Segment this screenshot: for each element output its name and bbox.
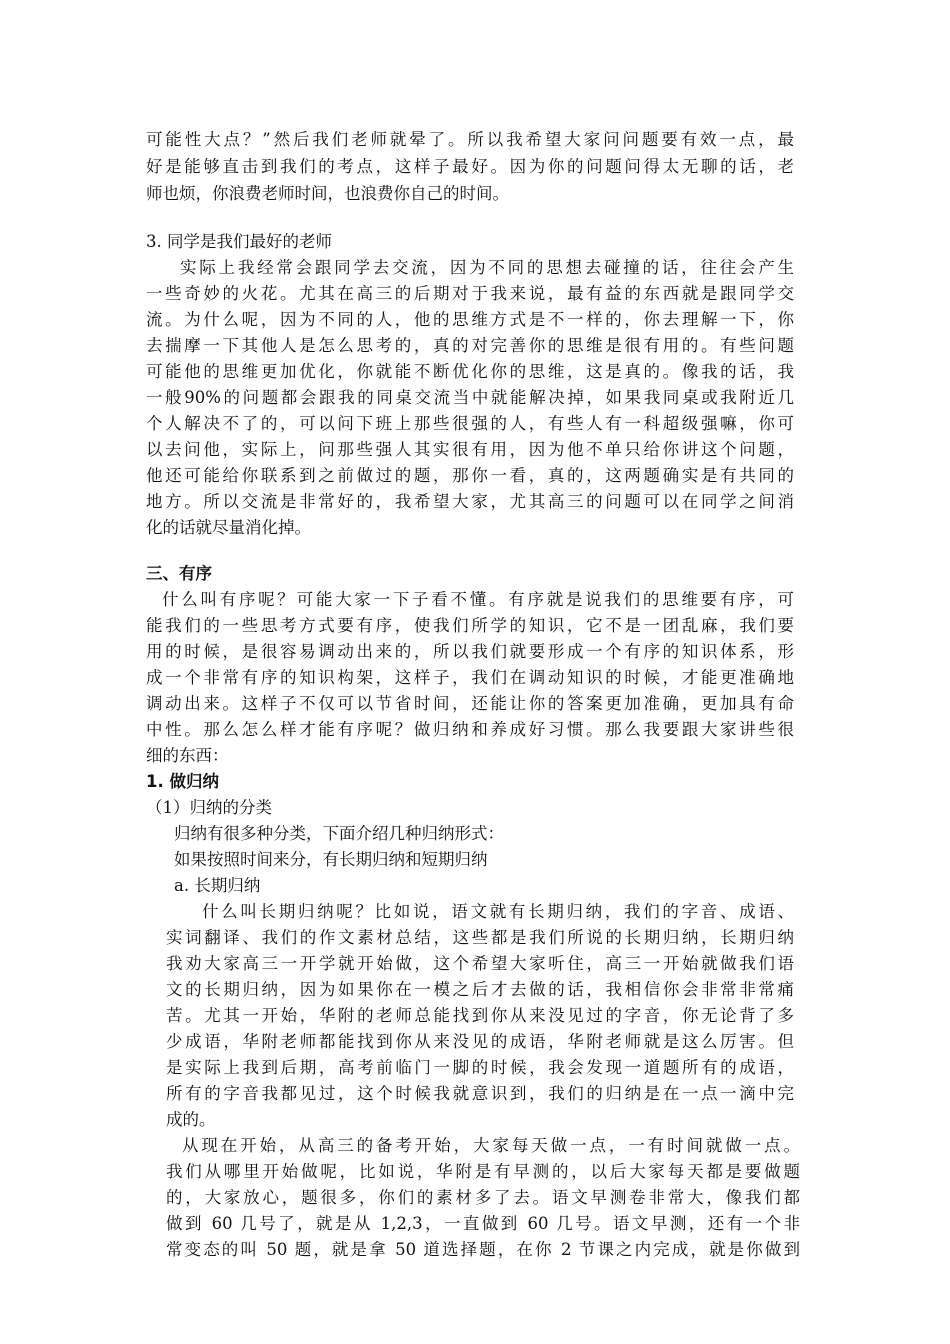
paragraph-line: 成一个非常有序的知识构架，这样子，我们在调动知识的时候，才能更准确地 bbox=[146, 668, 794, 687]
paragraph-line: 苦。尤其一开始，华附的老师总能找到你从来没见过的字音，你无论背了多 bbox=[166, 1006, 794, 1025]
paragraph-line: 师也烦，你浪费老师时间，也浪费你自己的时间。 bbox=[146, 184, 509, 203]
paragraph-line: 细的东西： bbox=[146, 746, 229, 765]
subsection-heading: 3. 同学是我们最好的老师 bbox=[146, 232, 332, 251]
section-heading: 三、有序 bbox=[146, 564, 212, 583]
paragraph-line: 的，大家放心，题很多，你们的素材多了去。语文早测卷非常大，像我们都 bbox=[166, 1188, 800, 1207]
paragraph-line: 个人解决不了的，可以问下班上那些很强的人，有些人有一科超级强嘛，你可 bbox=[146, 414, 794, 433]
paragraph-line: 能我们的一些思考方式要有序，使我们所学的知识，它不是一团乱麻，我们要 bbox=[146, 616, 794, 635]
paragraph-line: 可能性大点？”然后我们老师就晕了。所以我希望大家问问题要有效一点，最 bbox=[146, 130, 794, 149]
paragraph-line: 以去问他，实际上，问那些强人其实很有用，因为他不单只给你讲这个问题， bbox=[146, 440, 794, 459]
paragraph-line: 去揣摩一下其他人是怎么思考的，真的对完善你的思维是很有用的。有些问题 bbox=[146, 336, 794, 355]
paragraph-line: 归纳有很多种分类，下面介绍几种归纳形式： bbox=[174, 824, 504, 843]
paragraph-line: 实词翻译、我们的作文素材总结，这些都是我们所说的长期归纳，长期归纳 bbox=[166, 928, 794, 947]
paragraph-line: 成的。 bbox=[166, 1110, 216, 1129]
paragraph-line: 做到 60 几号了，就是从 1,2,3，一直做到 60 几号。语文早测，还有一个非 bbox=[166, 1214, 800, 1233]
paragraph-line: 中性。那么怎么样才能有序呢？做归纳和养成好习惯。那么我要跟大家讲些很 bbox=[146, 720, 794, 739]
paragraph-line: 我劝大家高三一开学就开始做，这个希望大家听住，高三一开始就做我们语 bbox=[166, 954, 794, 973]
paragraph-line: 常变态的叫 50 题，就是拿 50 道选择题，在你 2 节课之内完成，就是你做到 bbox=[166, 1240, 800, 1259]
paragraph-line: 一些奇妙的火花。尤其在高三的后期对于我来说，最有益的东西就是跟同学交 bbox=[146, 284, 794, 303]
paragraph-line: 如果按照时间来分，有长期归纳和短期归纳 bbox=[174, 850, 488, 869]
paragraph-line: 所有的字音我都见过，这个时候我就意识到，我们的归纳是在一点一滴中完 bbox=[166, 1084, 794, 1103]
paragraph-line: 用的时候，是很容易调动出来的，所以我们就要形成一个有序的知识体系，形 bbox=[146, 642, 794, 661]
subsection-heading: （1）归纳的分类 bbox=[146, 798, 272, 817]
paragraph-line: 他还可能给你联系到之前做过的题，那你一看，真的，这两题确实是有共同的 bbox=[146, 466, 794, 485]
paragraph-line: 地方。所以交流是非常好的，我希望大家，尤其高三的问题可以在同学之间消 bbox=[146, 492, 794, 511]
paragraph-line: 流。为什么呢，因为不同的人，他的思维方式是不一样的，你去理解一下，你 bbox=[146, 310, 794, 329]
paragraph-line: 什么叫长期归纳呢？比如说，语文就有长期归纳，我们的字音、成语、 bbox=[202, 902, 794, 921]
item-heading: a. 长期归纳 bbox=[174, 876, 261, 895]
paragraph-line: 好是能够直击到我们的考点，这样子最好。因为你的问题问得太无聊的话，老 bbox=[146, 157, 794, 176]
paragraph-line: 调动出来。这样子不仅可以节省时间，还能让你的答案更加准确，更加具有命 bbox=[146, 694, 794, 713]
paragraph-line: 什么叫有序呢？可能大家一下子看不懂。有序就是说我们的思维要有序，可 bbox=[162, 590, 794, 609]
paragraph-line: 可能他的思维更加优化，你就能不断优化你的思维，这是真的。像我的话，我 bbox=[146, 362, 794, 381]
paragraph-line: 少成语，华附老师都能找到你从来没见的成语，华附老师就是这么厉害。但 bbox=[166, 1032, 794, 1051]
method-heading: 1. 做归纳 bbox=[146, 772, 219, 791]
paragraph-line: 一般90%的问题都会跟我的同桌交流当中就能解决掉，如果我同桌或我附近几 bbox=[146, 388, 794, 407]
paragraph-line: 文的长期归纳，因为如果你在一模之后才去做的话，我相信你会非常非常痛 bbox=[166, 980, 794, 999]
paragraph-line: 化的话就尽量消化掉。 bbox=[146, 518, 311, 537]
paragraph-line: 是实际上我到后期，高考前临门一脚的时候，我会发现一道题所有的成语， bbox=[166, 1058, 794, 1077]
paragraph-line: 实际上我经常会跟同学去交流，因为不同的思想去碰撞的话，往往会产生 bbox=[180, 258, 794, 277]
paragraph-line: 我们从哪里开始做呢，比如说，华附是有早测的，以后大家每天都是要做题 bbox=[166, 1162, 800, 1181]
paragraph-line: 从现在开始，从高三的备考开始，大家每天做一点，一有时间就做一点。 bbox=[182, 1136, 800, 1155]
